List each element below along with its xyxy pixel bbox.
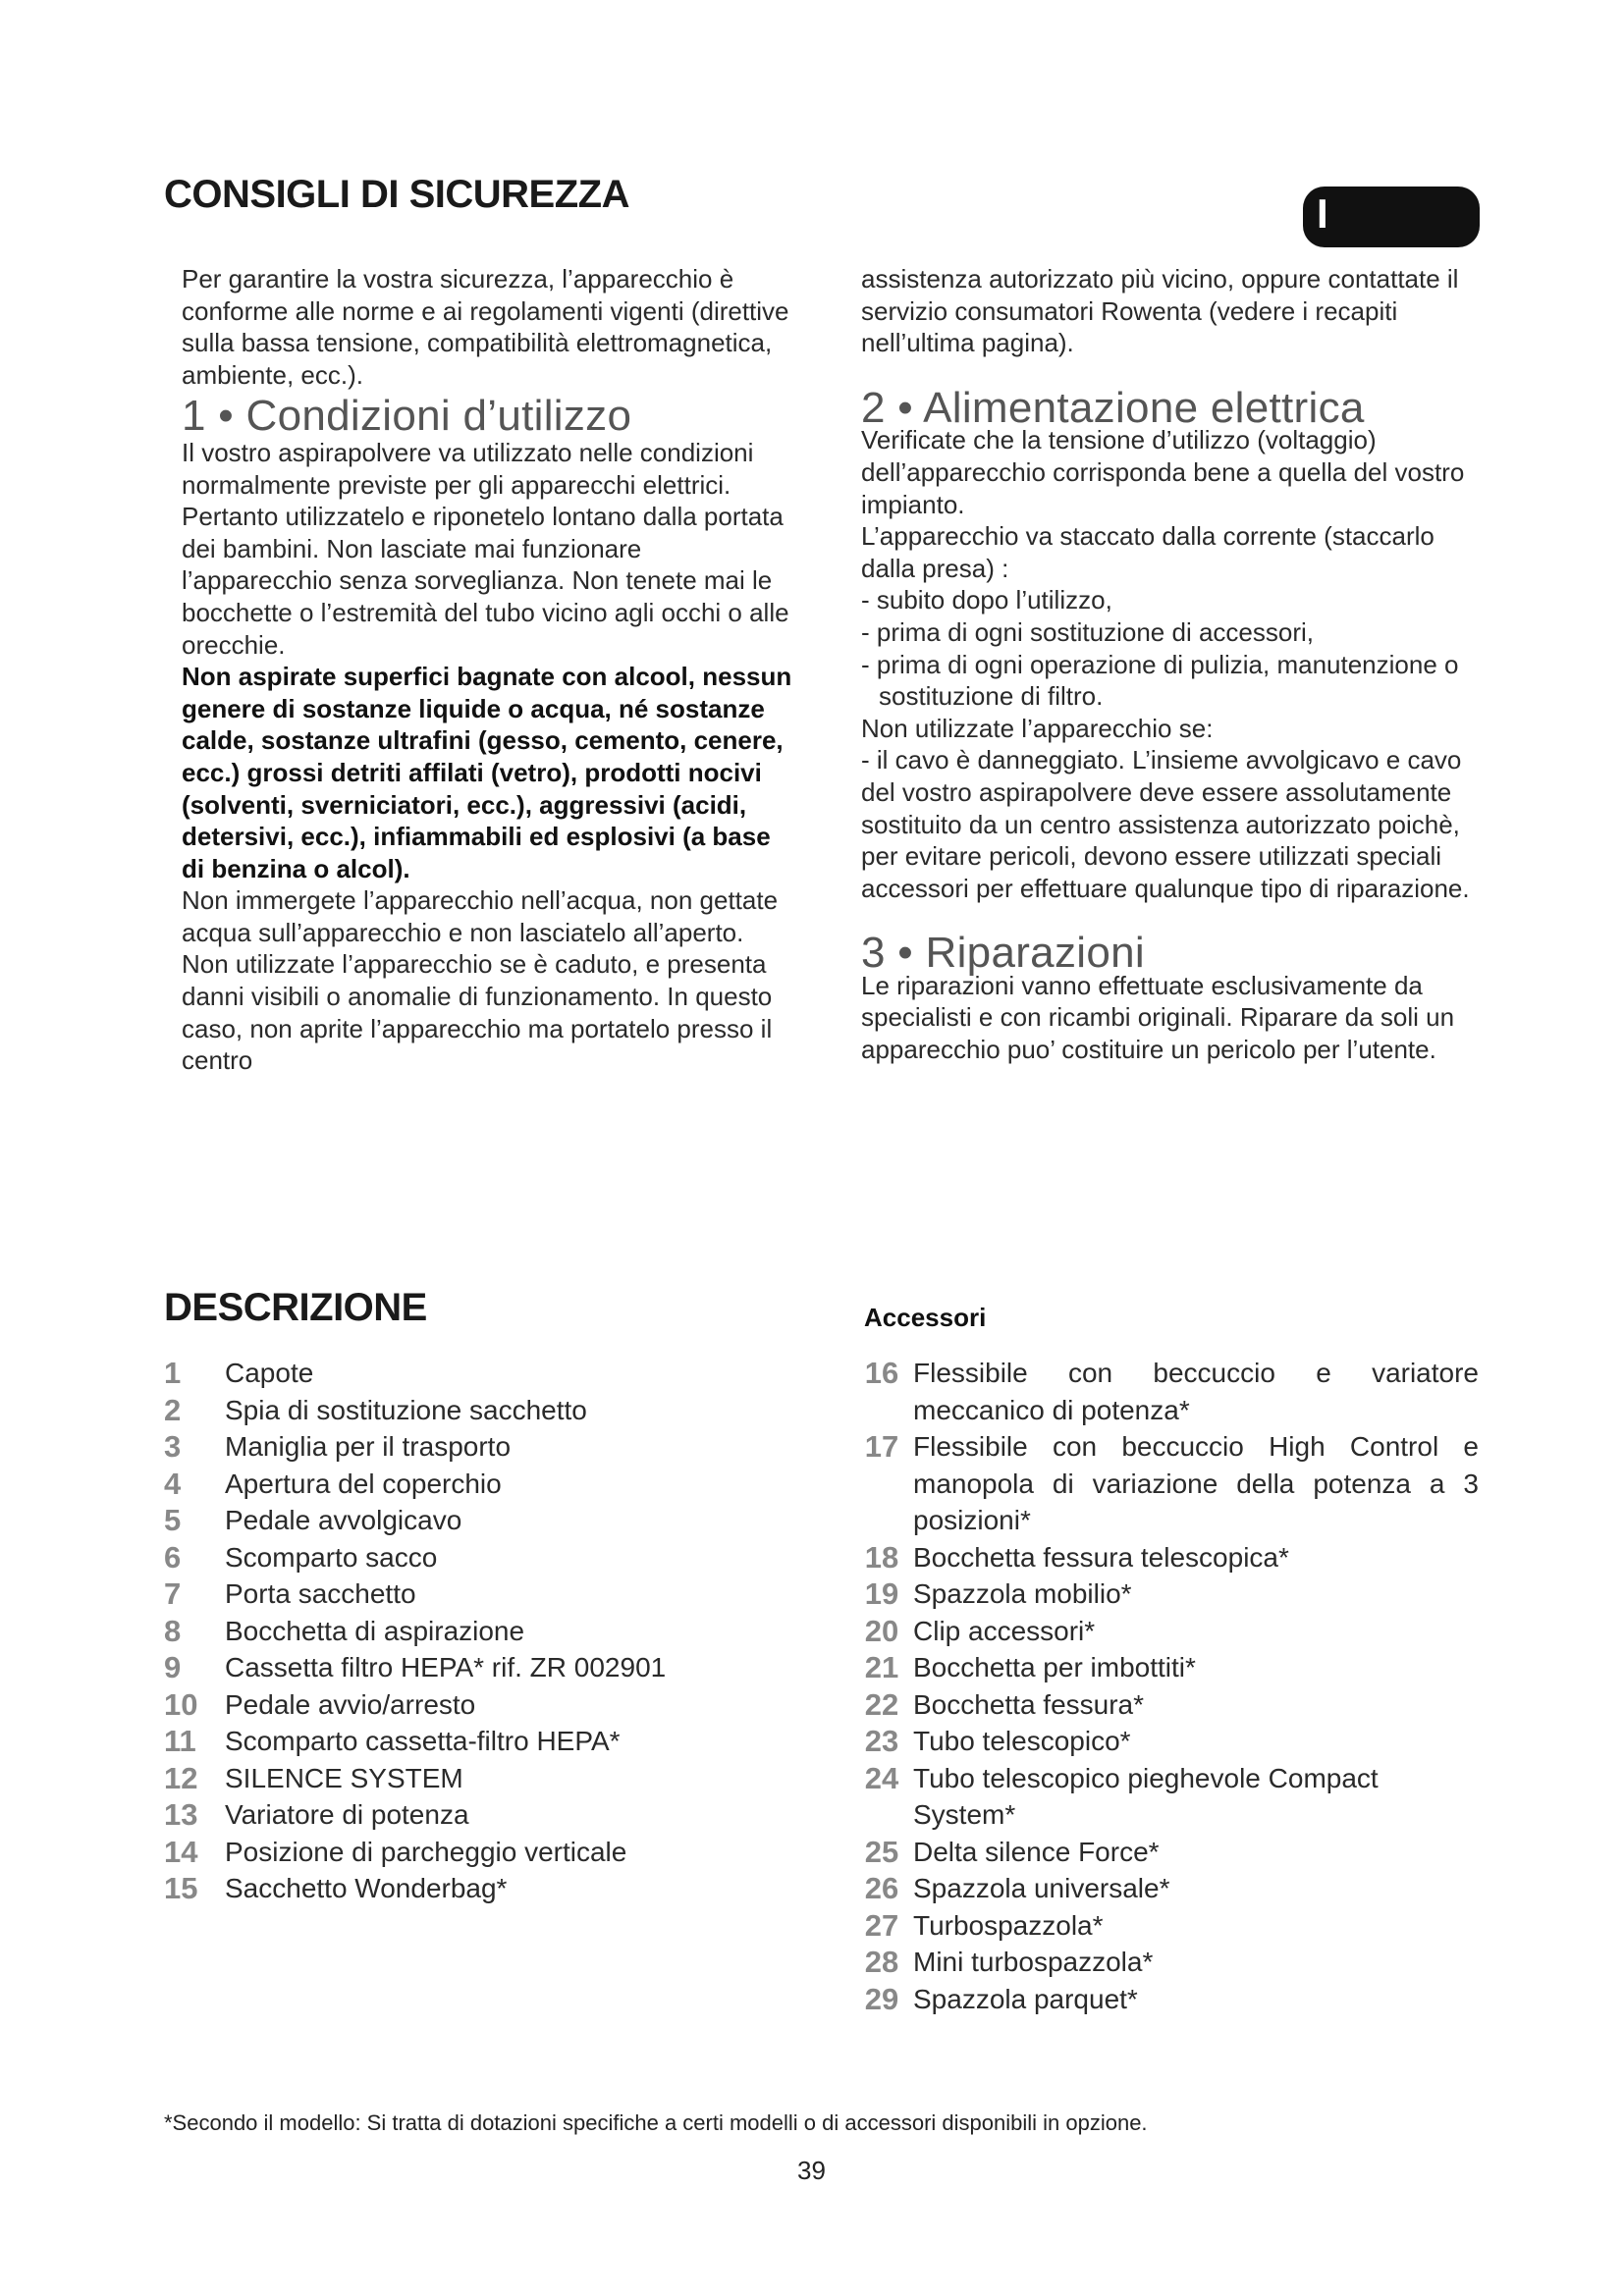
- item-label: Spazzola mobilio*: [913, 1578, 1132, 1609]
- list-item: [850, 1834, 1479, 1871]
- section-title-repairs: 3 • Riparazioni: [861, 929, 1145, 978]
- item-label: Tubo telescopico*: [913, 1726, 1131, 1756]
- item-number: 29: [864, 1981, 899, 2016]
- description-title: DESCRIZIONE: [164, 1286, 427, 1329]
- list-item: [850, 1723, 1479, 1760]
- usage-paragraph-2: Pertanto utilizzatelo e riponetelo lontano dalla portata dei bambini. Non lasciate mai funzionare l’apparecchio senza sorveglianza. Non tenete mai le bocchette o l’estremità del tubo vicino agli occhi o alle orecchie.: [182, 502, 789, 660]
- list-item: [850, 1686, 1479, 1724]
- list-item: [850, 1649, 1479, 1686]
- power-paragraph-4: - il cavo è danneggiato. L’insieme avvolgicavo e cavo del vostro aspirapolvere deve essere assolutamente sostituito da un centro assistenza autorizzato poichè, per evitare pericoli, devono essere utilizzati speciali accessori per effettuare qualunque tipo di riparazione.: [861, 745, 1470, 903]
- item-label: Porta sacchetto: [225, 1578, 416, 1609]
- list-item: [850, 1613, 1479, 1650]
- item-number: 11: [164, 1724, 196, 1758]
- item-number: 8: [164, 1613, 182, 1648]
- list-item: [164, 1613, 773, 1650]
- item-label: Cassetta filtro HEPA* rif. ZR 002901: [225, 1652, 667, 1682]
- list-item: [164, 1870, 773, 1907]
- item-label: Turbospazzola*: [913, 1909, 1104, 1941]
- item-label: Spia di sostituzione sacchetto: [225, 1394, 587, 1425]
- page-number: 39: [797, 2156, 826, 2185]
- item-label: Tubo telescopico pieghevole Compact System*: [913, 1762, 1379, 1830]
- language-badge: [1303, 187, 1480, 247]
- list-item: [850, 1981, 1479, 2018]
- item-number: 18: [864, 1539, 899, 1575]
- safety-left-column: [182, 263, 795, 1077]
- accessories-title: Accessori: [864, 1303, 987, 1332]
- item-label: Apertura del coperchio: [225, 1468, 502, 1499]
- list-item: [164, 1539, 773, 1576]
- item-number: 27: [864, 1907, 899, 1943]
- page-title: CONSIGLI DI SICUREZZA: [164, 173, 629, 216]
- usage-paragraph-3: Non immergete l’apparecchio nell’acqua, non gettate acqua sull’apparecchio e non lasciatelo all’aperto.: [182, 885, 779, 947]
- usage-warning-bold: Non aspirate superfici bagnate con alcool, nessun genere di sostanze liquide o acqua, né sostanze calde, sostanze ultrafini (gesso, cemento, cenere, ecc.) grossi detriti affilati (vetro), prodotti nocivi (solventi, sverniciatori, ecc.), aggressivi (acidi, detersivi, ecc.), infiammabili ed esplosivi (a base di benzina o alcol).: [182, 662, 792, 883]
- list-item: [164, 1392, 773, 1429]
- accessories-list: [850, 1355, 1479, 2017]
- power-dash-item: - subito dopo l’utilizzo,: [861, 585, 1112, 615]
- item-label: Capote: [225, 1358, 314, 1388]
- item-number: 9: [164, 1650, 182, 1684]
- item-label: Bocchetta di aspirazione: [225, 1615, 525, 1646]
- item-label: Spazzola parquet*: [913, 1983, 1138, 2014]
- item-label: Bocchetta fessura*: [913, 1688, 1145, 1720]
- usage-paragraph-continued: assistenza autorizzato più vicino, oppure contattate il servizio consumatori Rowenta (vedere i recapiti nell’ultima pagina).: [861, 264, 1459, 358]
- list-item: [850, 1428, 1479, 1539]
- usage-paragraph-4: Non utilizzate l’apparecchio se è caduto, e presenta danni visibili o anomalie di funzionamento. In questo caso, non aprite l’apparecchio ma portatelo presso il centro: [182, 949, 773, 1076]
- power-dash-item: - prima di ogni operazione di pulizia, manutenzione o sostituzione di filtro.: [861, 649, 1459, 712]
- repairs-paragraph: Le riparazioni vanno effettuate esclusivamente da specialisti e con ricambi originali. Riparare da soli un apparecchio puo’ costituire un pericolo per l’utente.: [861, 970, 1455, 1065]
- item-label: Pedale avvio/arresto: [225, 1688, 476, 1720]
- item-number: 6: [164, 1539, 182, 1575]
- language-badge-label: I: [1317, 190, 1328, 237]
- list-item: [850, 1870, 1479, 1907]
- list-item: [850, 1575, 1479, 1613]
- item-number: 5: [164, 1503, 182, 1537]
- item-label: Mini turbospazzola*: [913, 1947, 1154, 1977]
- item-label: Scomparto sacco: [225, 1541, 438, 1573]
- safety-intro: Per garantire la vostra sicurezza, l’apparecchio è conforme alle norme e ai regolamenti vigenti (direttive sulla bassa tensione, compatibilità elettromagnetica, ambiente, ecc.).: [182, 264, 789, 390]
- section-title-usage: 1 • Condizioni d’utilizzo: [182, 392, 632, 441]
- list-item: [164, 1649, 773, 1686]
- list-item: [164, 1760, 773, 1797]
- item-label: Scomparto cassetta-filtro HEPA*: [225, 1726, 621, 1756]
- item-number: 13: [164, 1797, 198, 1832]
- item-label: Delta silence Force*: [913, 1836, 1160, 1867]
- item-number: 23: [864, 1724, 899, 1758]
- list-item: [850, 1944, 1479, 1981]
- item-number: 24: [864, 1760, 899, 1795]
- power-paragraph-2: L’apparecchio va staccato dalla corrente (staccarlo dalla presa) :: [861, 521, 1435, 583]
- item-number: 1: [164, 1356, 182, 1390]
- item-number: 25: [864, 1834, 899, 1869]
- item-label: Bocchetta fessura telescopica*: [913, 1541, 1289, 1573]
- list-item: [164, 1723, 773, 1760]
- usage-paragraph-1: Il vostro aspirapolvere va utilizzato nelle condizioni normalmente previste per gli apparecchi elettrici.: [182, 437, 754, 500]
- footnote: *Secondo il modello: Si tratta di dotazioni specifiche a certi modelli o di accessori disponibili in opzione.: [164, 2110, 1148, 2135]
- item-number: 15: [164, 1871, 198, 1905]
- list-item: [850, 1760, 1479, 1834]
- list-item: [164, 1834, 773, 1871]
- list-item: [164, 1428, 773, 1466]
- item-number: 19: [864, 1576, 899, 1611]
- item-number: 20: [864, 1613, 899, 1648]
- item-label: Variatore di potenza: [225, 1799, 469, 1830]
- item-label: Clip accessori*: [913, 1615, 1096, 1646]
- item-label: Pedale avvolgicavo: [225, 1505, 462, 1535]
- item-number: 2: [164, 1392, 182, 1427]
- item-number: 12: [164, 1760, 198, 1795]
- list-item: [164, 1686, 773, 1724]
- safety-right-column: [861, 263, 1489, 1066]
- item-number: 14: [164, 1834, 198, 1869]
- power-dash-item: - prima di ogni sostituzione di accessori,: [861, 616, 1314, 647]
- item-number: 22: [864, 1686, 899, 1722]
- list-item: [164, 1796, 773, 1834]
- item-label: Flessibile con beccuccio High Control e manopola di variazione della potenza a 3 posizioni*: [913, 1431, 1479, 1535]
- item-label: Flessibile con beccuccio e variatore meccanico di potenza*: [913, 1358, 1479, 1425]
- item-number: 7: [164, 1576, 182, 1611]
- list-item: [850, 1907, 1479, 1945]
- item-number: 28: [864, 1945, 899, 1979]
- item-label: Posizione di parcheggio verticale: [225, 1836, 627, 1867]
- item-number: 4: [164, 1466, 182, 1501]
- list-item: [164, 1502, 773, 1539]
- item-number: 26: [864, 1871, 899, 1905]
- item-label: SILENCE SYSTEM: [225, 1762, 463, 1793]
- item-label: Bocchetta per imbottiti*: [913, 1652, 1196, 1682]
- list-item: [164, 1355, 773, 1392]
- item-number: 3: [164, 1429, 182, 1464]
- item-number: 16: [864, 1356, 899, 1390]
- item-number: 21: [864, 1650, 899, 1684]
- list-item: [164, 1466, 773, 1503]
- list-item: [164, 1575, 773, 1613]
- item-label: Spazzola universale*: [913, 1873, 1170, 1903]
- list-item: [850, 1539, 1479, 1576]
- item-number: 10: [164, 1686, 198, 1722]
- list-item: [850, 1355, 1479, 1428]
- item-label: Sacchetto Wonderbag*: [225, 1873, 508, 1903]
- item-number: 17: [864, 1429, 899, 1464]
- power-paragraph-3: Non utilizzate l’apparecchio se:: [861, 713, 1214, 743]
- section-title-power: 2 • Alimentazione elettrica: [861, 383, 1365, 432]
- power-paragraph-1: Verificate che la tensione d’utilizzo (voltaggio) dell’apparecchio corrisponda bene a quella del vostro impianto.: [861, 425, 1465, 519]
- description-list: [164, 1355, 773, 1907]
- item-label: Maniglia per il trasporto: [225, 1431, 512, 1462]
